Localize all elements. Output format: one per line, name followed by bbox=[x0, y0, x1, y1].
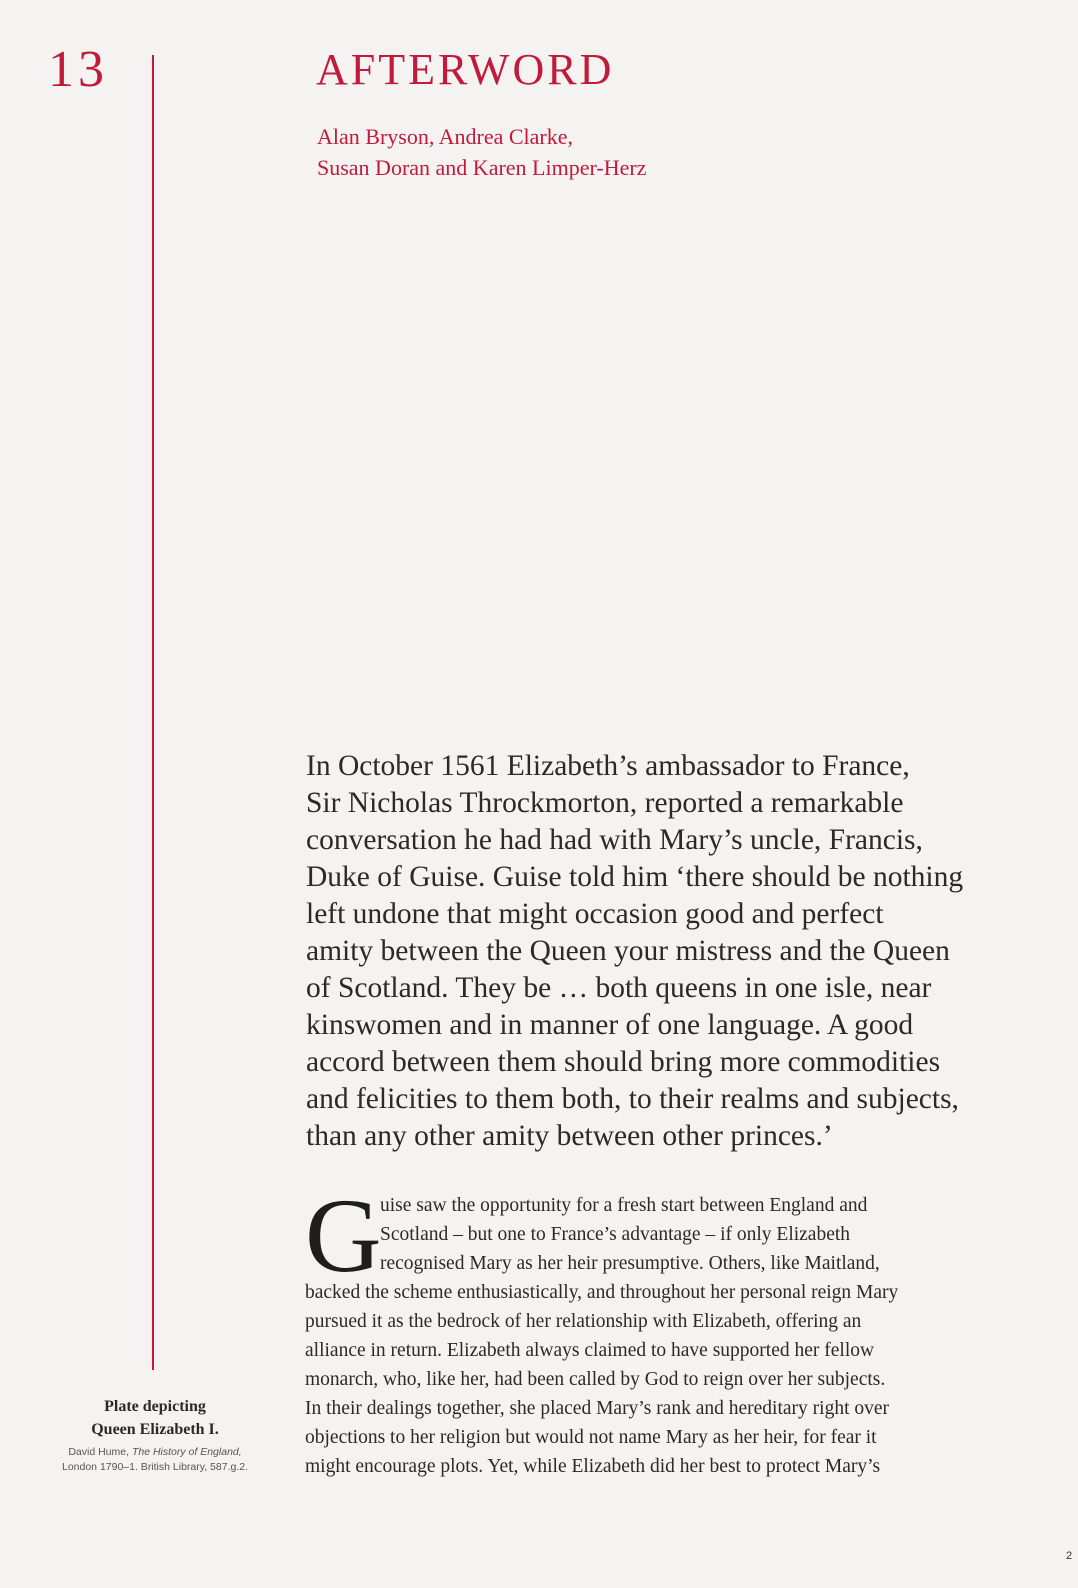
authors bbox=[317, 121, 646, 183]
body-line: recognised Mary as her heir presumptive. Others, like Maitland, bbox=[380, 1253, 880, 1274]
body-line: backed the scheme enthusiastically, and throughout her personal reign Mary bbox=[305, 1282, 899, 1303]
body-line: objections to her religion but would not name Mary as her heir, for fear it bbox=[305, 1427, 877, 1448]
pull-quote-line: Sir Nicholas Throckmorton, reported a remarkable bbox=[306, 787, 904, 819]
figure-caption bbox=[40, 1395, 270, 1475]
body-line: monarch, who, like her, had been called by God to reign over her subjects. bbox=[305, 1369, 886, 1390]
caption-credit-source: London 1790–1. British Library, 587.g.2. bbox=[61, 1461, 249, 1473]
vertical-rule bbox=[152, 55, 154, 1370]
pull-quote-line: accord between them should bring more commodities bbox=[306, 1046, 941, 1078]
authors-line: Susan Doran and Karen Limper-Herz bbox=[317, 155, 647, 180]
chapter-number: 13 bbox=[48, 41, 108, 98]
pull-quote-line: left undone that might occasion good and perfect bbox=[306, 898, 884, 930]
caption-credit-author: David Hume, bbox=[68, 1446, 132, 1458]
pull-quote-line: amity between the Queen your mistress and the Queen bbox=[306, 935, 950, 967]
body-line: In their dealings together, she placed Mary’s rank and hereditary right over bbox=[305, 1398, 890, 1419]
body-text bbox=[305, 1177, 1005, 1481]
pull-quote-line: In October 1561 Elizabeth’s ambassador to France, bbox=[306, 750, 910, 782]
caption-credit-work: The History of England, bbox=[131, 1446, 242, 1458]
page-number: 2 bbox=[1066, 1550, 1073, 1562]
caption-title: Queen Elizabeth I. bbox=[91, 1421, 219, 1438]
pull-quote-line: conversation he had had with Mary’s uncle, Francis, bbox=[306, 824, 923, 856]
chapter-title: AFTERWORD bbox=[316, 45, 615, 94]
authors-line: Alan Bryson, Andrea Clarke, bbox=[317, 124, 573, 149]
caption-credit bbox=[40, 1445, 270, 1475]
body-line: uise saw the opportunity for a fresh start between England and bbox=[380, 1195, 868, 1216]
drop-cap: G bbox=[305, 1177, 382, 1294]
pull-quote-line: and felicities to them both, to their realms and subjects, bbox=[306, 1083, 959, 1115]
body-line: alliance in return. Elizabeth always claimed to have supported her fellow bbox=[305, 1340, 875, 1361]
body-line: pursued it as the bedrock of her relationship with Elizabeth, offering an bbox=[305, 1311, 862, 1332]
pull-quote-line: Duke of Guise. Guise told him ‘there should be nothing bbox=[306, 861, 964, 893]
body-line: Scotland – but one to France’s advantage – if only Elizabeth bbox=[380, 1224, 851, 1245]
pull-quote-line: of Scotland. They be … both queens in one isle, near bbox=[306, 972, 932, 1004]
pull-quote-line: than any other amity between other princes.’ bbox=[306, 1120, 833, 1152]
caption-title: Plate depicting bbox=[104, 1398, 206, 1415]
pull-quote bbox=[306, 748, 1026, 1155]
pull-quote-line: kinswomen and in manner of one language. A good bbox=[306, 1009, 914, 1041]
body-line: might encourage plots. Yet, while Elizabeth did her best to protect Mary’s bbox=[305, 1456, 881, 1477]
